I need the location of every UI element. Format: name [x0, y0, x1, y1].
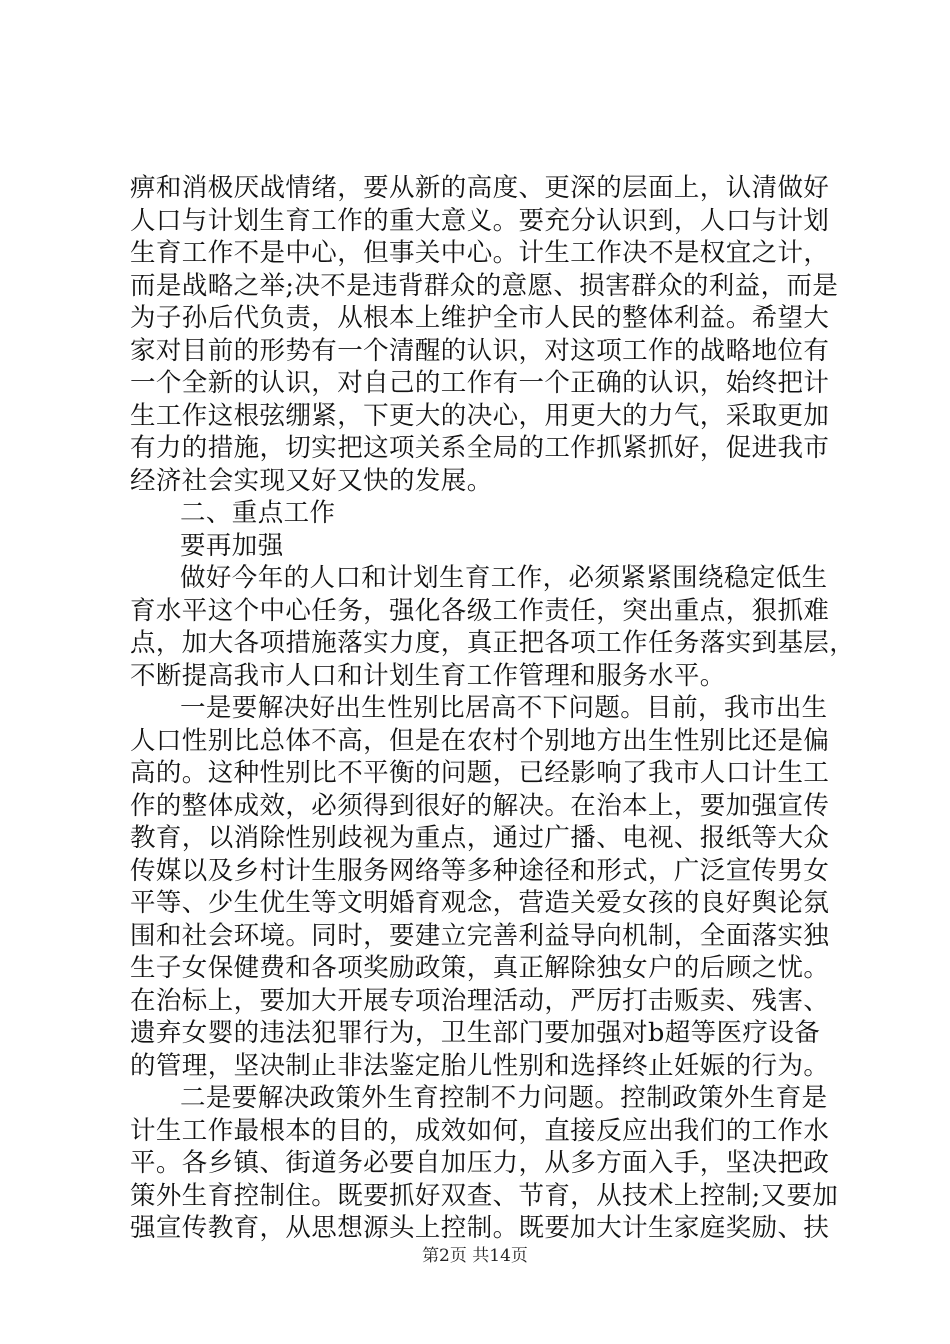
text-line: 强宣传教育，从思想源头上控制。既要加大计生家庭奖励、扶	[130, 1213, 830, 1243]
text-line: 一是要解决好出生性别比居高不下问题。目前，我市出生	[180, 693, 828, 723]
page-footer: 第2页 共14页	[422, 1246, 528, 1266]
text-line: 生育工作不是中心，但事关中心。计生工作决不是权宜之计，	[130, 238, 830, 268]
text-line: 围和社会环境。同时，要建立完善利益导向机制，全面落实独	[130, 920, 830, 951]
document-body	[130, 172, 856, 1245]
text-line: 一个全新的认识，对自己的工作有一个正确的认识，始终把计	[130, 368, 830, 398]
text-line: 传媒以及乡村计生服务网络等多种途径和形式，广泛宣传男女	[130, 855, 830, 886]
text-line: 做好今年的人口和计划生育工作，必须紧紧围绕稳定低生	[180, 563, 828, 593]
text-line: 计生工作最根本的目的，成效如何，直接反应出我们的工作水	[130, 1115, 830, 1146]
text-line: 经济社会实现又好又快的发展。	[130, 465, 493, 496]
text-line: 平。各乡镇、街道务必要自加压力，从多方面入手，坚决把政	[130, 1148, 830, 1178]
text-line: 遗弃女婴的违法犯罪行为，卫生部门要加强对b超等医疗设备	[130, 1018, 821, 1048]
text-line: 人口与计划生育工作的重大意义。要充分认识到，人口与计划	[130, 205, 830, 236]
text-line: 人口性别比总体不高，但是在农村个别地方出生性别比还是偏	[130, 725, 830, 756]
text-line: 策外生育控制住。既要抓好双查、节育，从技术上控制;又要加	[130, 1180, 839, 1211]
text-line: 在治标上，要加大开展专项治理活动，严厉打击贩卖、残害、	[130, 985, 830, 1016]
text-line: 二是要解决政策外生育控制不力问题。控制政策外生育是	[180, 1083, 828, 1113]
text-line: 高的。这种性别比不平衡的问题，已经影响了我市人口计生工	[130, 758, 830, 788]
text-line: 痹和消极厌战情绪，要从新的高度、更深的层面上，认清做好	[130, 173, 830, 203]
text-line: 生工作这根弦绷紧，下更大的决心，用更大的力气，采取更加	[130, 400, 830, 431]
text-line: 不断提高我市人口和计划生育工作管理和服务水平。	[130, 660, 726, 691]
text-line: 生子女保健费和各项奖励政策，真正解除独女户的后顾之忧。	[130, 953, 830, 983]
text-line: 的管理，坚决制止非法鉴定胎儿性别和选择终止妊娠的行为。	[130, 1050, 830, 1081]
text-line: 二、重点工作	[180, 498, 336, 528]
text-line: 平等、少生优生等文明婚育观念，营造关爱女孩的良好舆论氛	[130, 888, 830, 918]
text-line: 作的整体成效，必须得到很好的解决。在治本上，要加强宣传	[130, 790, 830, 821]
text-line: 育水平这个中心任务，强化各级工作责任，突出重点，狠抓难	[130, 595, 830, 626]
text-line: 教育，以消除性别歧视为重点，通过广播、电视、报纸等大众	[130, 823, 830, 853]
text-line: 为子孙后代负责，从根本上维护全市人民的整体利益。希望大	[130, 303, 830, 333]
text-line: 而是战略之举;决不是违背群众的意愿、损害群众的利益，而是	[130, 270, 839, 301]
text-line: 有力的措施，切实把这项关系全局的工作抓紧抓好，促进我市	[130, 433, 830, 463]
text-line: 要再加强	[180, 530, 284, 561]
text-line: 家对目前的形势有一个清醒的认识，对这项工作的战略地位有	[130, 335, 830, 366]
text-line: 点，加大各项措施落实力度，真正把各项工作任务落实到基层，	[130, 628, 856, 658]
